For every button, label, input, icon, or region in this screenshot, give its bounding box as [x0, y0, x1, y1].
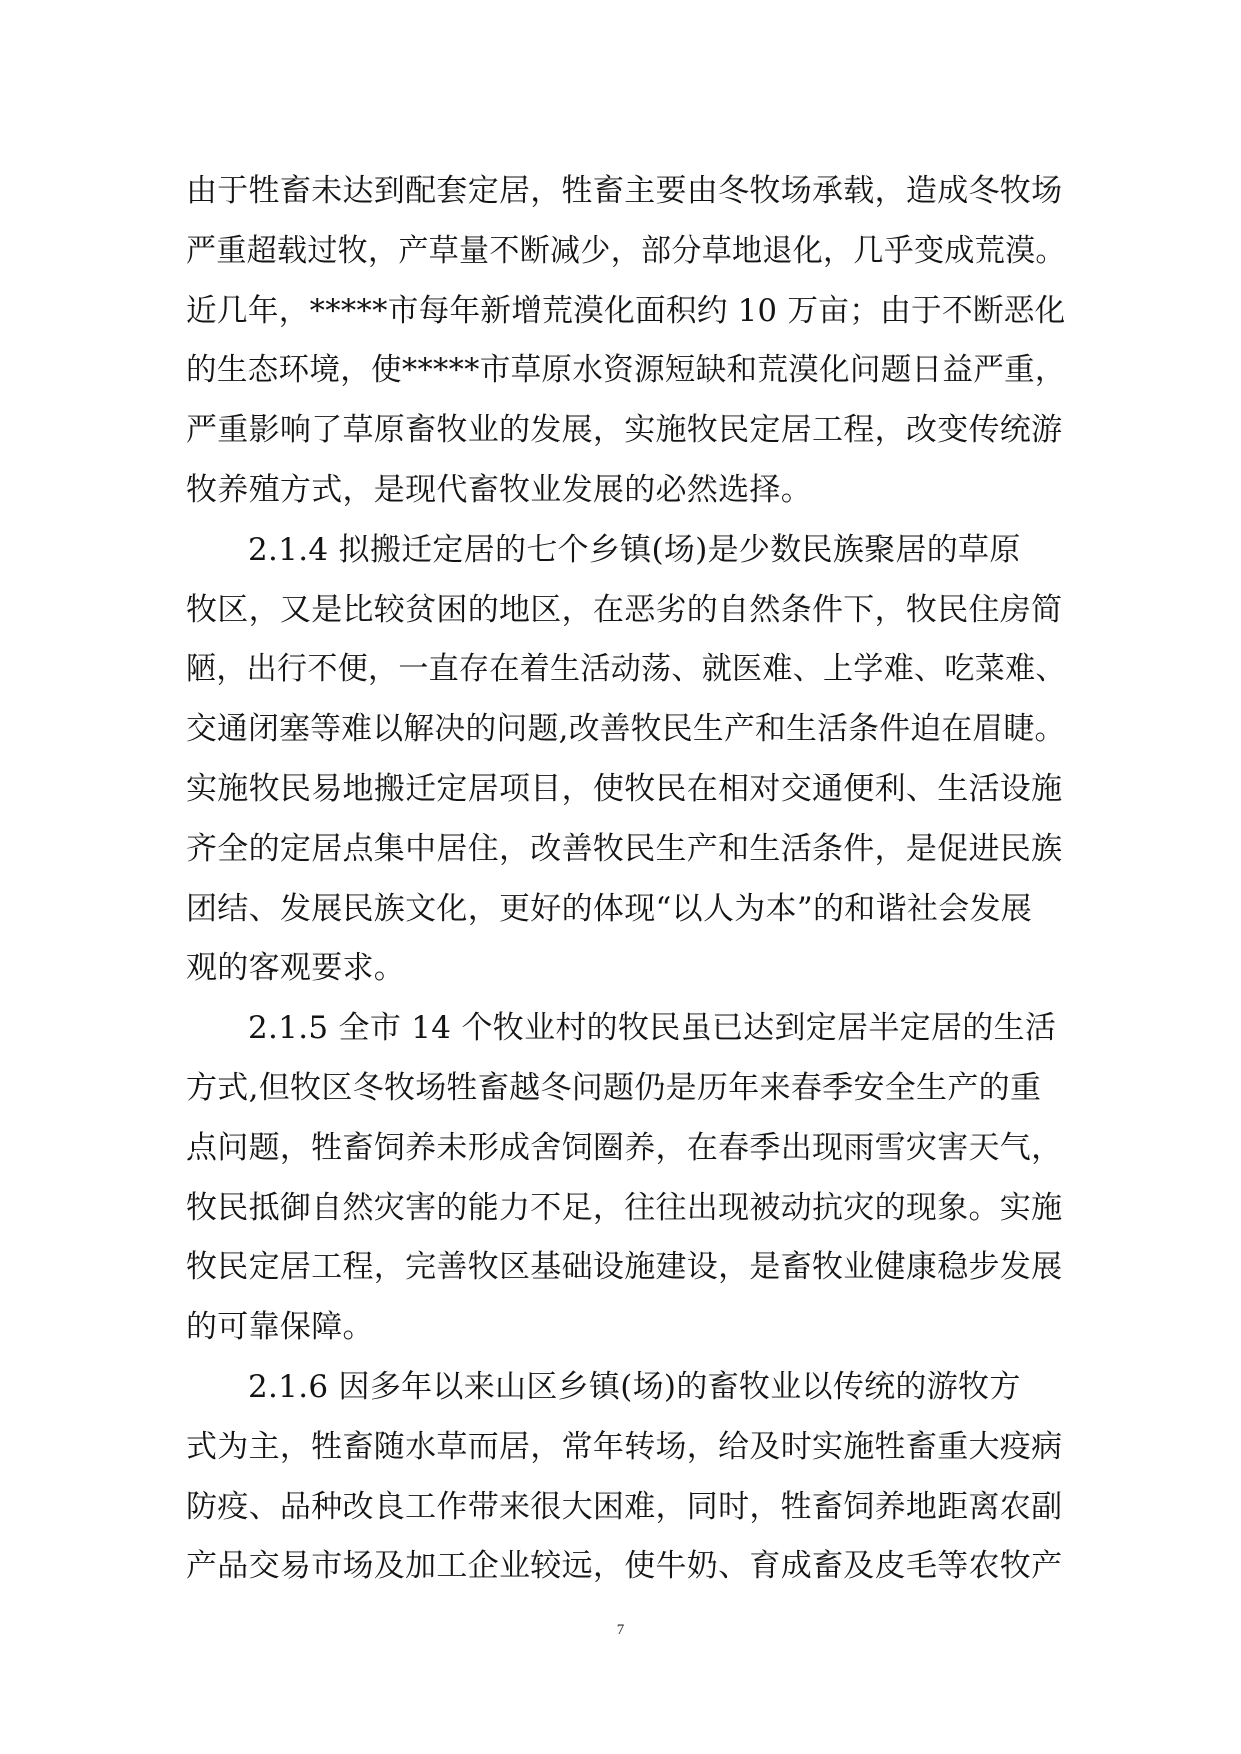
paragraph-continuation — [186, 162, 1066, 521]
text-line: 团结、发展民族文化，更好的体现“以人为本”的和谐社会发展 — [186, 890, 1033, 927]
text-line: 2.1.5 全市 14 个牧业村的牧民虽已达到定居半定居的生活 — [248, 1010, 1057, 1047]
text-line: 2.1.4 拟搬迁定居的七个乡镇(场)是少数民族聚居的草原 — [248, 531, 1021, 568]
text-line: 2.1.6 因多年以来山区乡镇(场)的畜牧业以传统的游牧方 — [248, 1368, 1021, 1405]
body-text — [186, 162, 1066, 1597]
text-line: 近几年，*****市每年新增荒漠化面积约 10 万亩；由于不断恶化 — [186, 292, 1066, 329]
text-line: 牧养殖方式，是现代畜牧业发展的必然选择。 — [186, 471, 812, 508]
text-line: 牧民抵御自然灾害的能力不足，往往出现被动抗灾的现象。实施 — [186, 1189, 1063, 1226]
text-line: 观的客观要求。 — [186, 950, 406, 987]
text-line: 产品交易市场及加工企业较远，使牛奶、育成畜及皮毛等农牧产 — [186, 1548, 1063, 1585]
text-line: 实施牧民易地搬迁定居项目，使牧民在相对交通便利、生活设施 — [186, 770, 1063, 807]
text-line: 严重影响了草原畜牧业的发展，实施牧民定居工程，改变传统游 — [186, 412, 1063, 449]
text-line: 方式,但牧区冬牧场牲畜越冬问题仍是历年来春季安全生产的重 — [186, 1069, 1042, 1106]
text-line: 齐全的定居点集中居住，改善牧民生产和生活条件，是促进民族 — [186, 830, 1063, 867]
text-line: 陋，出行不便，一直存在着生活动荡、就医难、上学难、吃菜难、 — [186, 651, 1066, 688]
text-line: 由于牲畜未达到配套定居，牲畜主要由冬牧场承载，造成冬牧场 — [186, 173, 1063, 209]
text-line: 的生态环境，使*****市草原水资源短缺和荒漠化问题日益严重， — [186, 352, 1066, 389]
text-line: 交通闭塞等难以解决的问题,改善牧民生产和生活条件迫在眉睫。 — [186, 711, 1066, 748]
paragraph-2-1-6 — [186, 1358, 1066, 1597]
text-line: 牧区，又是比较贫困的地区，在恶劣的自然条件下，牧民住房简 — [186, 591, 1063, 628]
paragraph-2-1-5 — [186, 999, 1066, 1358]
paragraph-2-1-4 — [186, 521, 1066, 999]
text-line: 点问题，牲畜饲养未形成舍饲圈养，在春季出现雨雪灾害天气， — [186, 1129, 1063, 1166]
page-number: 7 — [616, 1622, 625, 1638]
text-line: 式为主，牲畜随水草而居，常年转场，给及时实施牲畜重大疫病 — [186, 1428, 1063, 1465]
text-line: 严重超载过牧，产草量不断减少，部分草地退化，几乎变成荒漠。 — [186, 232, 1066, 269]
text-line: 牧民定居工程，完善牧区基础设施建设，是畜牧业健康稳步发展 — [186, 1249, 1063, 1286]
text-line: 的可靠保障。 — [186, 1309, 374, 1346]
text-line: 防疫、品种改良工作带来很大困难，同时，牲畜饲养地距离农副 — [186, 1488, 1063, 1525]
